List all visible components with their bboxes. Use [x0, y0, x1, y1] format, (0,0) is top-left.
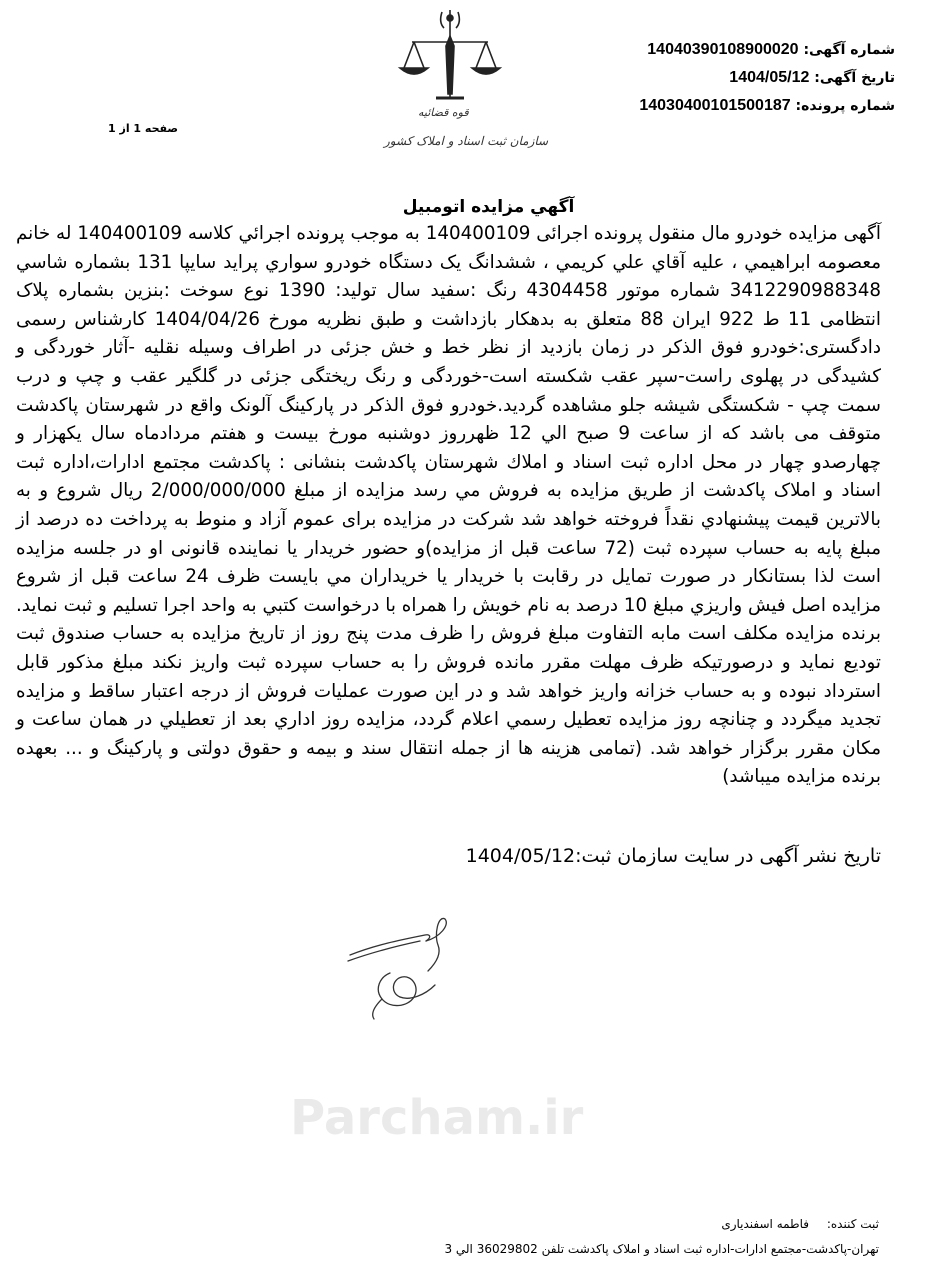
- ad-date-label: تاریخ آگهی:: [814, 70, 895, 86]
- emblem-caption-organization: سازمان ثبت اسناد و املاک کشور: [384, 134, 549, 148]
- scales-of-justice-icon: [380, 6, 520, 106]
- ad-date-value: 1404/05/12: [729, 69, 810, 86]
- case-number-label: شماره پرونده:: [795, 98, 895, 114]
- case-number-value: 14030400101500187: [639, 97, 791, 114]
- page-title: آگهي مزايده اتومبيل: [402, 197, 575, 217]
- signature-image: [330, 915, 480, 1025]
- footer: [444, 1212, 879, 1262]
- ad-date-row: [575, 64, 895, 92]
- registrar-label: ثبت کننده:: [826, 1217, 879, 1231]
- emblem-caption-judiciary: قوه قضائیه: [418, 106, 469, 119]
- ad-metadata: [575, 36, 895, 120]
- watermark-text: Parcham.ir: [290, 1090, 584, 1146]
- registrar-name: فاطمه اسفندیاری: [721, 1217, 810, 1231]
- page-indicator: صفحه 1 از 1: [108, 122, 179, 135]
- ad-number-value: 14040390108900020: [647, 41, 799, 58]
- registrar-row: [444, 1212, 879, 1237]
- ad-number-row: [575, 36, 895, 64]
- case-number-row: [575, 92, 895, 120]
- office-address: تهران-پاکدشت-مجتمع ادارات-اداره ثبت اسناد و املاک پاکدشت تلفن 36029802 الي 3: [444, 1242, 879, 1256]
- ad-number-label: شماره آگهی:: [803, 42, 895, 58]
- notice-paragraph: آگهی مزایده خودرو مال منقول پرونده اجرائی 140400109 به موجب پرونده اجرائي كلاسه 140400109 له خانم معصومه ابراهيمي ، عليه آقاي علي كريمي ، ششدانگ يک دستگاه خودرو سواري پرايد سايپا 131 بشماره شاسي 3412290988348 شماره موتور 4304458 رنگ :سفيد سال توليد: 1390 نوع سوخت :بنزين بشماره پلاک انتظامی 11 ط 922 ايران 88 متعلق به بدهكار بازداشت و طبق نظريه مورخ 1404/04/26 كارشناس رسمی دادگستری:خودرو فوق الذكر در زمان بازديد از نظر خط و خش جزئی در اطراف وسيله نقليه -آثار خوردگی و كشيدگی در پهلوی راست-سپر عقب شكسته است-خوردگی و رنگ ريختگی جزئی در گلگير عقب و چپ و درب سمت چپ - شكستگی شيشه جلو مشاهده گرديد.خودرو فوق الذكر در پاركينگ آلونک واقع در شهرستان پاكدشت متوقف می باشد كه از ساعت 9 صبح الي 12 ظهرروز دوشنبه مورخ بيست و هفتم مردادماه سال يكهزار و چهارصدو چهار در محل اداره ثبت اسناد و املاك شهرستان پاكدشت بنشانی : پاكدشت مجتمع ادارات،اداره ثبت اسناد و املاک پاكدشت از طريق مزايده به فروش مي رسد مزايده از مبلغ 2/000/000/000 ريال شروع و به بالاترين قيمت پيشنهادي نقداً فروخته خواهد شد شركت در مزايده براى عموم آزاد و منوط به پرداخت ده درصد از مبلغ پايه به حساب سپرده ثبت (72 ساعت قبل از مزايده)و حضور خريدار يا نماينده قانونى او در جلسه مزايده است لذا بستانكار در صورت تمايل در رقابت با خريدار يا خريداران مي بايست ظرف 24 ساعت قبل از شروع مزايده اصل فيش واريزي مبلغ 10 درصد به نام خويش را همراه با درخواست كتبي به واحد اجرا تسليم و ثبت نمايد. برنده مزايده مكلف است مابه التفاوت مبلغ فروش را ظرف مدت پنج روز از تاريخ مزايده به حساب صندوق ثبت توديع نمايد و درصورتيكه ظرف مهلت مقرر مانده فروش را به حساب سپرده ثبت واريز نكند مبلغ مذكور قابل استرداد نبوده و به حساب خزانه واريز خواهد شد و در اين صورت عمليات فروش از درجه اعتبار ساقط و مزايده تجديد ميگردد و چنانچه روز مزايده تعطيل رسمي اعلام گردد، مزايده روز اداري بعد از تعطيلي در همان ساعت و مكان مقرر برگزار خواهد شد. (تمامی هزينه ها از جمله انتقال سند و بيمه و حقوق دولتی و پاركينگ و ... بعهده برنده مزايده ميباشد): [16, 223, 881, 788]
- auction-notice-body: [16, 220, 881, 792]
- judiciary-emblem: [380, 6, 549, 166]
- publication-date: تاریخ نشر آگهی در سایت سازمان ثبت:1404/05/12: [465, 845, 881, 867]
